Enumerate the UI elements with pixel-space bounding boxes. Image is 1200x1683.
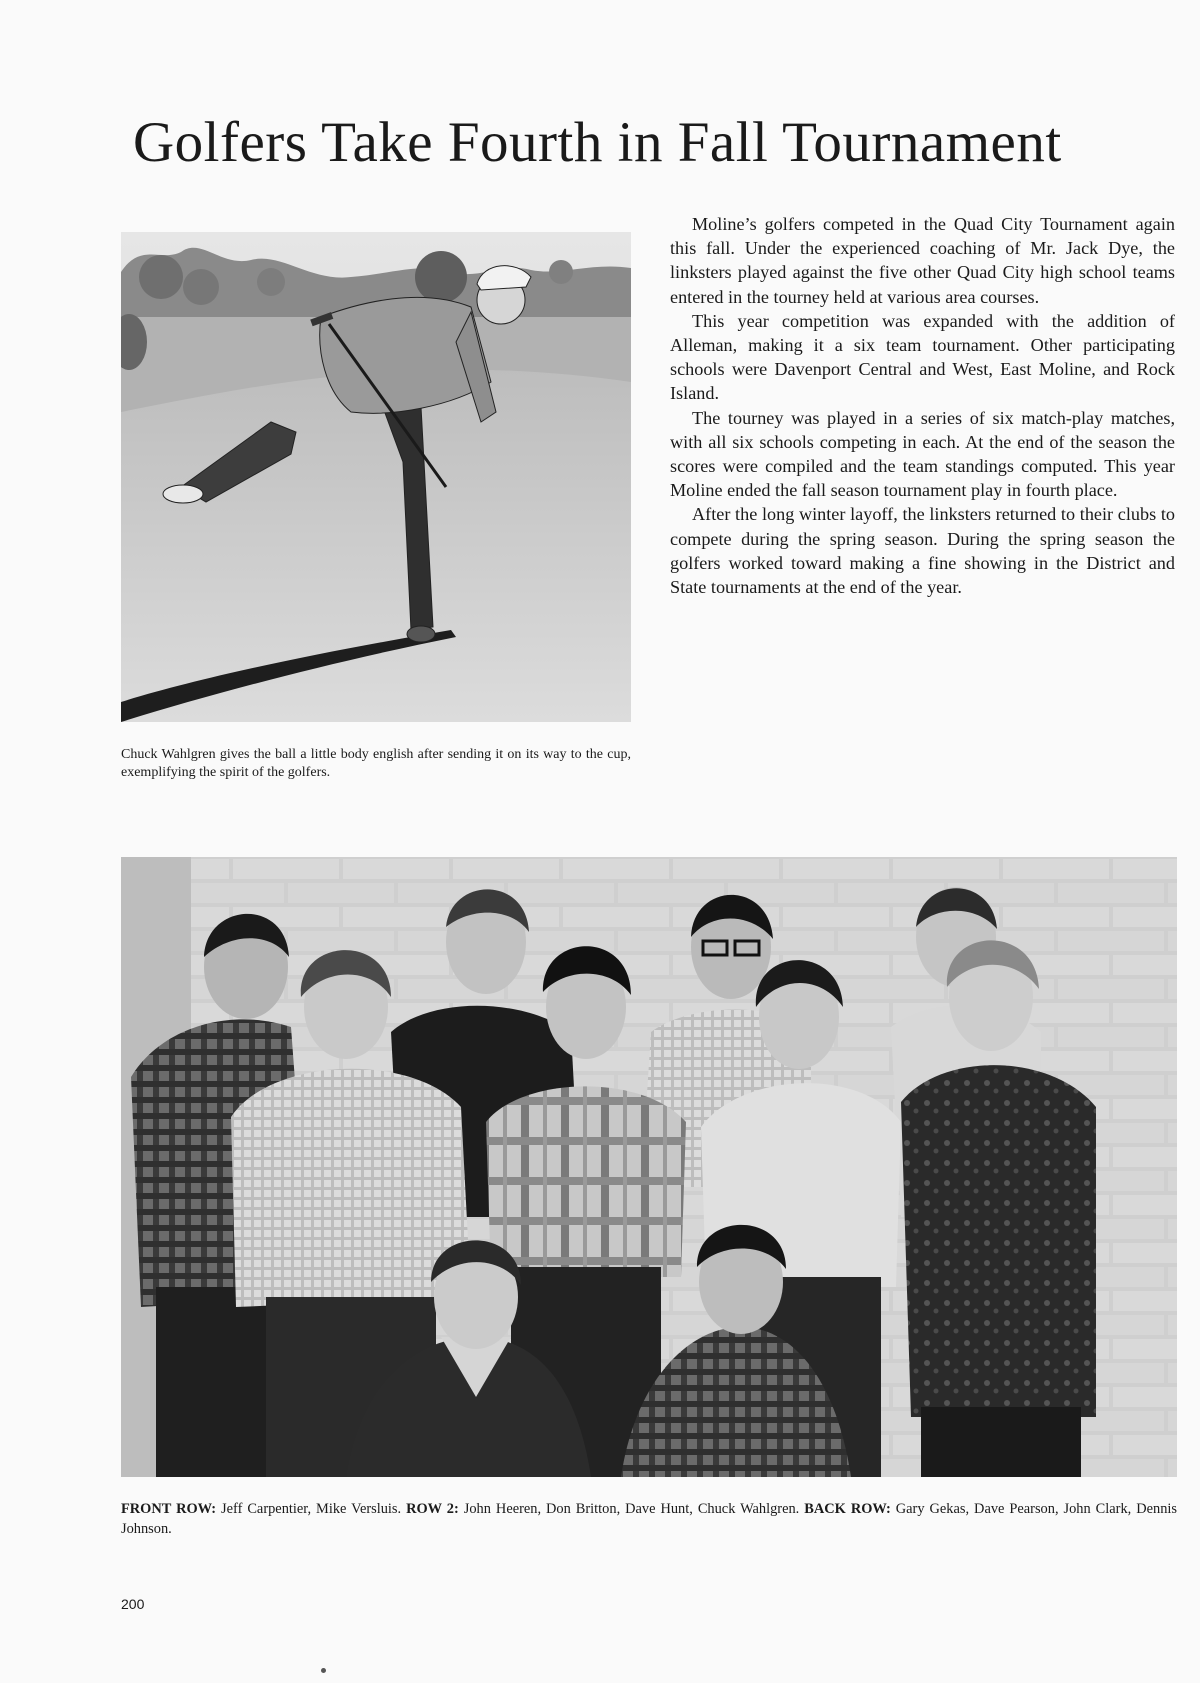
team-roster-caption [121,1499,1177,1539]
roster-row-names: Jeff Carpentier, Mike Versluis. [221,1501,402,1517]
page-number: 200 [121,1596,145,1612]
article-paragraph: The tourney was played in a series of six match-play matches, with all six schools competing in each. At the end of the season the scores were compiled and the team standings computed. This year Moline ended the fall season tournament play in fourth place. [670,407,1175,501]
article-paragraph: After the long winter layoff, the linksters returned to their clubs to compete during the spring season. During the spring season the golfers worked toward making a fine showing in the District and State tournaments at the end of the year. [670,504,1175,598]
article-paragraph: Moline’s golfers competed in the Quad City Tournament again this fall. Under the experienced coaching of Mr. Jack Dye, the linksters played against the five other Quad City high school teams entered in the tourney held at various area courses. [670,214,1175,307]
roster-row-label: FRONT ROW: [121,1501,217,1517]
golfer-photo-caption: Chuck Wahlgren gives the ball a little body english after sending it on its way to the cup, exemplifying the spirit of the golfers. [121,747,631,780]
article-paragraph: This year competition was expanded with the addition of Alleman, making it a six team tournament. Other participating schools were Davenport Central and West, East Moline, and Rock Island. [670,310,1175,404]
article-body [670,212,1175,599]
page-title: Golfers Take Fourth in Fall Tournament [133,111,1062,174]
team-photo [121,857,1177,1477]
roster-row-label: ROW 2: [406,1501,459,1517]
roster-row-names: John Heeren, Don Britton, Dave Hunt, Chuck Wahlgren. [463,1501,800,1517]
golfer-photo [121,232,631,722]
roster-row-names: Gary Gekas, Dave Pearson, John Clark, Dennis Johnson. [121,1501,1177,1537]
paper-speck [321,1668,326,1673]
roster-row-label: BACK ROW: [804,1501,891,1517]
